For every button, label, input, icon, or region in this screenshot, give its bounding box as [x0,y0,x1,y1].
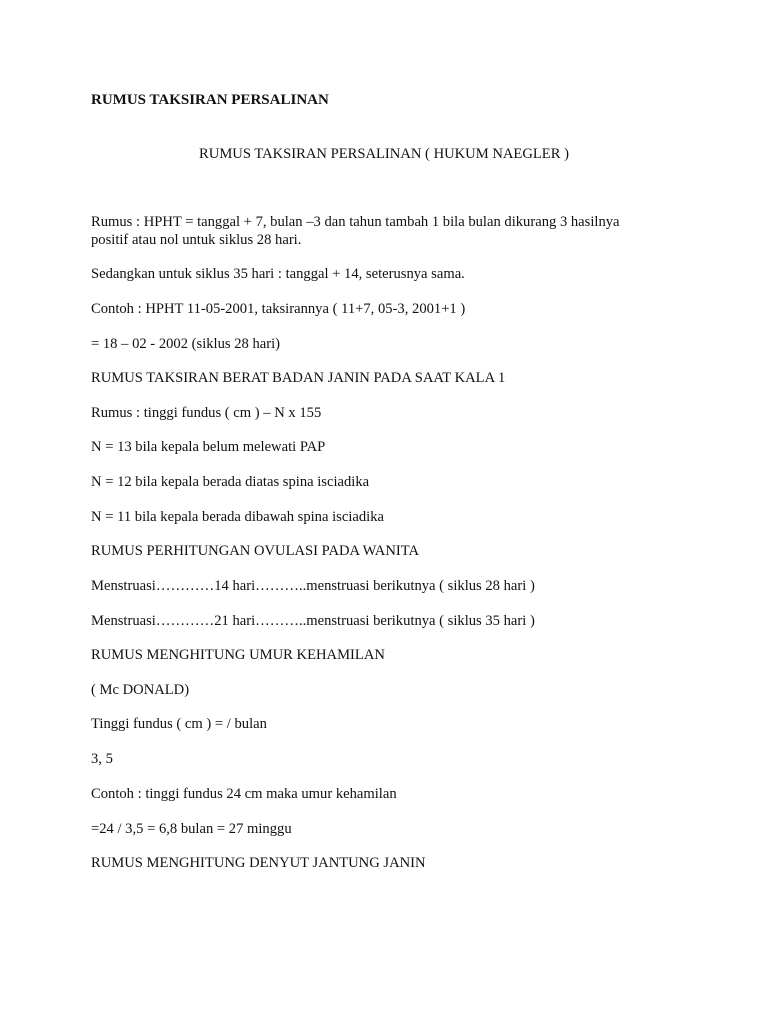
document-subtitle: RUMUS TAKSIRAN PERSALINAN ( HUKUM NAEGLER ) [199,146,569,162]
naegele-example: Contoh : HPHT 11-05-2001, taksirannya ( 11+7, 05-3, 2001+1 ) [91,301,466,317]
section-heading-gestational-age: RUMUS MENGHITUNG UMUR KEHAMILAN [91,647,385,663]
mcdonald-divisor: 3, 5 [91,751,113,767]
naegele-rule-line-2: positif atau nol untuk siklus 28 hari. [91,232,302,248]
section-heading-ovulation: RUMUS PERHITUNGAN OVULASI PADA WANITA [91,543,420,559]
mcdonald-example: Contoh : tinggi fundus 24 cm maka umur kehamilan [91,786,397,802]
ovulation-cycle-28: Menstruasi…………14 hari………..menstruasi berikutnya ( siklus 28 hari ) [91,578,535,594]
section-heading-fetal-weight: RUMUS TAKSIRAN BERAT BADAN JANIN PADA SAAT KALA 1 [91,370,506,386]
mcdonald-example-result: =24 / 3,5 = 6,8 bulan = 27 minggu [91,821,292,837]
naegele-example-result: = 18 – 02 - 2002 (siklus 28 hari) [91,336,281,352]
ovulation-cycle-35: Menstruasi…………21 hari………..menstruasi berikutnya ( siklus 35 hari ) [91,613,535,629]
cycle-35-note: Sedangkan untuk siklus 35 hari : tanggal + 14, seterusnya sama. [91,266,465,282]
fetal-weight-n11: N = 11 bila kepala berada dibawah spina isciadika [91,509,384,525]
naegele-rule-line-1: Rumus : HPHT = tanggal + 7, bulan –3 dan tahun tambah 1 bila bulan dikurang 3 hasilnya [91,214,620,230]
mcdonald-label: ( Mc DONALD) [91,682,190,698]
fetal-weight-n12: N = 12 bila kepala berada diatas spina isciadika [91,474,370,490]
document-title: RUMUS TAKSIRAN PERSALINAN [91,92,329,108]
mcdonald-formula: Tinggi fundus ( cm ) = / bulan [91,716,267,732]
section-heading-fetal-heart-rate: RUMUS MENGHITUNG DENYUT JANTUNG JANIN [91,855,426,871]
fetal-weight-formula: Rumus : tinggi fundus ( cm ) – N x 155 [91,405,322,421]
fetal-weight-n13: N = 13 bila kepala belum melewati PAP [91,439,326,455]
